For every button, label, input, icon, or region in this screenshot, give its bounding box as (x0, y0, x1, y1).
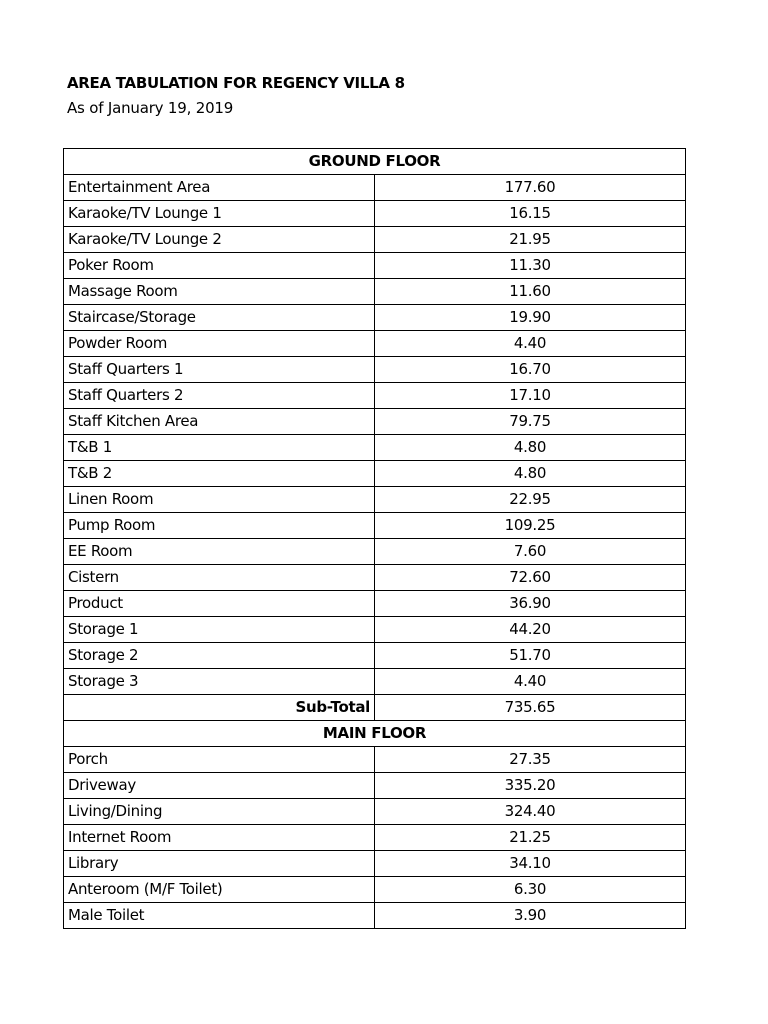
room-name-cell: T&B 2 (64, 461, 375, 487)
area-value-cell: 177.60 (375, 175, 686, 201)
table-row (64, 201, 686, 227)
room-name-cell: Powder Room (64, 331, 375, 357)
room-name-cell: Staff Quarters 2 (64, 383, 375, 409)
table-row (64, 331, 686, 357)
table-row (64, 825, 686, 851)
table-row (64, 435, 686, 461)
section-row-ground-floor (64, 149, 686, 175)
area-value-cell: 79.75 (375, 409, 686, 435)
table-row (64, 747, 686, 773)
room-name-cell: Cistern (64, 565, 375, 591)
area-value-cell: 4.40 (375, 331, 686, 357)
area-value-cell: 16.15 (375, 201, 686, 227)
area-value-cell: 4.40 (375, 669, 686, 695)
area-value-cell: 21.95 (375, 227, 686, 253)
room-name-cell: Staff Kitchen Area (64, 409, 375, 435)
area-value-cell: 17.10 (375, 383, 686, 409)
room-name-cell: Porch (64, 747, 375, 773)
area-value-cell: 324.40 (375, 799, 686, 825)
table-row (64, 253, 686, 279)
subtotal-value: 735.65 (375, 695, 686, 721)
room-name-cell: Massage Room (64, 279, 375, 305)
table-row (64, 773, 686, 799)
room-name-cell: Internet Room (64, 825, 375, 851)
table-row (64, 851, 686, 877)
room-name-cell: Anteroom (M/F Toilet) (64, 877, 375, 903)
area-value-cell: 11.30 (375, 253, 686, 279)
room-name-cell: Storage 1 (64, 617, 375, 643)
room-name-cell: Male Toilet (64, 903, 375, 929)
room-name-cell: Staff Quarters 1 (64, 357, 375, 383)
area-value-cell: 335.20 (375, 773, 686, 799)
room-name-cell: Karaoke/TV Lounge 1 (64, 201, 375, 227)
table-row (64, 591, 686, 617)
document-title: AREA TABULATION FOR REGENCY VILLA 8 (67, 74, 405, 92)
table-row (64, 357, 686, 383)
area-value-cell: 72.60 (375, 565, 686, 591)
room-name-cell: T&B 1 (64, 435, 375, 461)
table-row (64, 643, 686, 669)
area-value-cell: 44.20 (375, 617, 686, 643)
area-value-cell: 109.25 (375, 513, 686, 539)
room-name-cell: EE Room (64, 539, 375, 565)
area-value-cell: 4.80 (375, 461, 686, 487)
table-row (64, 617, 686, 643)
room-name-cell: Linen Room (64, 487, 375, 513)
table-row (64, 539, 686, 565)
room-name-cell: Pump Room (64, 513, 375, 539)
subtotal-row (64, 695, 686, 721)
table-row (64, 227, 686, 253)
table-row (64, 279, 686, 305)
area-value-cell: 11.60 (375, 279, 686, 305)
room-name-cell: Driveway (64, 773, 375, 799)
area-value-cell: 27.35 (375, 747, 686, 773)
room-name-cell: Storage 2 (64, 643, 375, 669)
area-table-body (64, 149, 686, 929)
room-name-cell: Product (64, 591, 375, 617)
room-name-cell: Living/Dining (64, 799, 375, 825)
section-heading-main-floor: MAIN FLOOR (64, 721, 686, 747)
area-value-cell: 7.60 (375, 539, 686, 565)
table-row (64, 305, 686, 331)
table-row (64, 513, 686, 539)
area-table (63, 148, 686, 929)
table-row (64, 487, 686, 513)
area-value-cell: 16.70 (375, 357, 686, 383)
area-value-cell: 6.30 (375, 877, 686, 903)
area-value-cell: 19.90 (375, 305, 686, 331)
area-value-cell: 4.80 (375, 435, 686, 461)
table-row (64, 799, 686, 825)
table-row (64, 565, 686, 591)
area-value-cell: 34.10 (375, 851, 686, 877)
area-value-cell: 22.95 (375, 487, 686, 513)
subtotal-label: Sub-Total (64, 695, 375, 721)
area-value-cell: 36.90 (375, 591, 686, 617)
room-name-cell: Staircase/Storage (64, 305, 375, 331)
document-date: As of January 19, 2019 (67, 99, 234, 117)
table-row (64, 669, 686, 695)
area-value-cell: 21.25 (375, 825, 686, 851)
room-name-cell: Karaoke/TV Lounge 2 (64, 227, 375, 253)
table-row (64, 903, 686, 929)
table-row (64, 877, 686, 903)
section-row-main-floor (64, 721, 686, 747)
room-name-cell: Poker Room (64, 253, 375, 279)
table-row (64, 409, 686, 435)
table-row (64, 383, 686, 409)
area-value-cell: 51.70 (375, 643, 686, 669)
table-row (64, 461, 686, 487)
room-name-cell: Storage 3 (64, 669, 375, 695)
area-value-cell: 3.90 (375, 903, 686, 929)
section-heading-ground-floor: GROUND FLOOR (64, 149, 686, 175)
table-row (64, 175, 686, 201)
room-name-cell: Entertainment Area (64, 175, 375, 201)
room-name-cell: Library (64, 851, 375, 877)
document-header (67, 71, 405, 120)
